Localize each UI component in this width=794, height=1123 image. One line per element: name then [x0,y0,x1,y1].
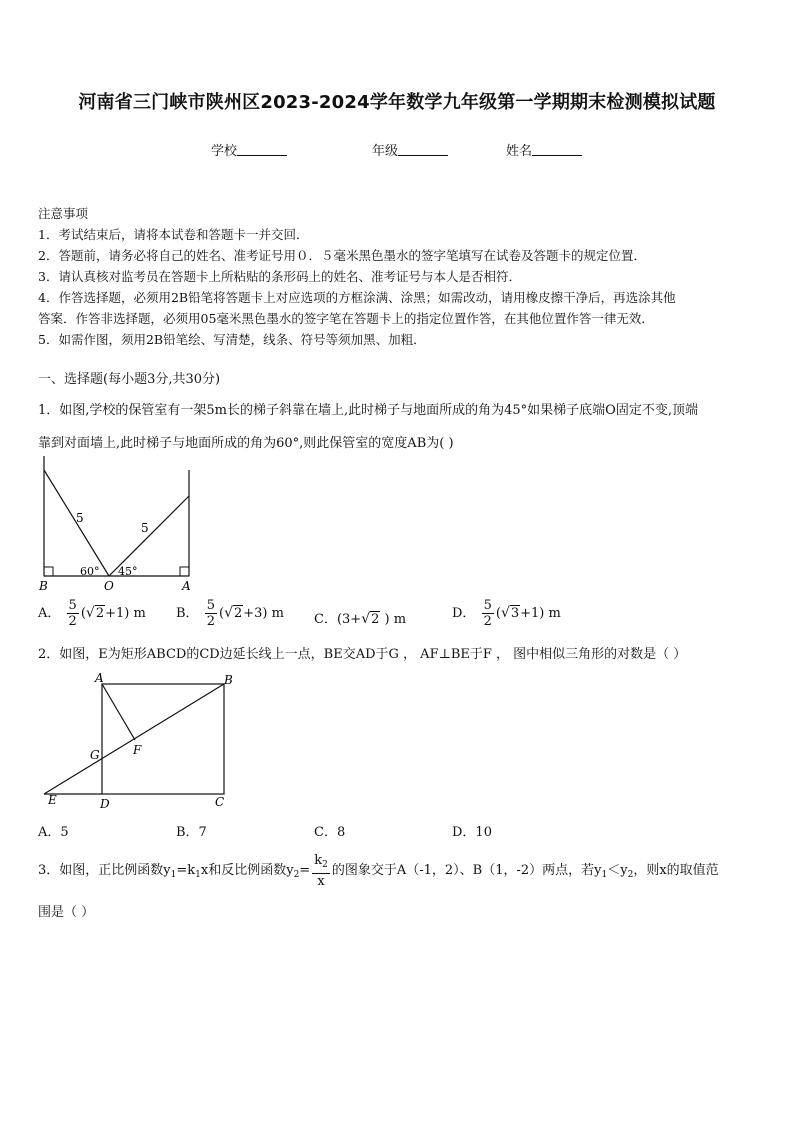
option-b[interactable]: B．7 [176,825,207,840]
option-d[interactable] [452,598,561,629]
option-d-post: +1) m [520,606,561,621]
angle-60-label: 60° [80,565,100,578]
page-title: 河南省三门峡市陕州区2023-2024学年数学九年级第一学期期末检测模拟试题 [78,92,716,113]
q3-text: x和反比例函数y [200,863,294,878]
angle-45-label: 45° [118,565,138,578]
notes-heading: 注意事项 [38,206,89,221]
subscript: 2 [627,870,634,880]
q3-text: ，则x的取值范 [633,863,719,878]
option-c[interactable]: C．8 [314,825,346,840]
question-2 [38,643,763,662]
name-field[interactable] [506,140,582,159]
fraction-numerator: 5 [68,598,77,613]
radicand: 2 [233,606,243,621]
note-item: 1．考试结束后，请将本试卷和答题卡一并交回． [38,227,309,242]
left-ladder-length: 5 [76,511,84,525]
option-b-letter: B． [176,606,199,621]
note-item: 3．请认真核对监考员在答题卡上所粘贴的条形码上的姓名、准考证号与本人是否相符． [38,269,521,284]
option-d[interactable]: D．10 [452,825,492,840]
question-1-line2: 靠到对面墙上,此时梯子与地面所成的角为60°,则此保管室的宽度AB为( ) [38,436,454,451]
fraction-denominator: 2 [483,614,492,629]
option-b-pre: ( [218,606,225,621]
q3-text: ＜y [607,863,628,878]
fraction-numerator: 5 [483,598,492,613]
point-b-label: B [39,579,48,593]
fraction-denominator: x [317,873,325,889]
fraction [312,853,330,889]
school-field[interactable] [211,140,287,159]
fraction-denominator: 2 [206,614,215,629]
note-item: 5．如需作图，须用2B铅笔绘、写清楚，线条、符号等须加黑、加粗． [38,332,426,347]
point-o-label: O [104,579,114,593]
question-3 [38,852,763,932]
q3-text: =k [176,863,196,878]
subscript: 1 [601,870,608,880]
right-ladder [109,496,189,576]
question-2-text: 2．如图，E为矩形ABCD的CD边延长线上一点，BE交AD于G ， AF⊥BE于F ， 图中相似三角形的对数是（ ） [38,647,687,662]
fraction-numerator [312,853,330,874]
point-f-label: F [133,743,142,757]
grade-blank [398,143,448,156]
subscript: 2 [322,859,328,870]
note-item: 2．答题前，请务必将自己的姓名、准考证号用０．５毫米黑色墨水的签字笔填写在试卷及答题卡的规定位置． [38,248,646,263]
q3-text: = [299,863,311,878]
name-blank [532,143,582,156]
option-a-letter: A． [38,606,61,621]
subscript: 2 [293,870,300,880]
option-c-pre: (3+ [336,612,362,627]
subscript: 1 [170,870,177,880]
question-1 [38,394,763,460]
point-g-label: G [90,748,100,762]
point-a-label: A [182,579,191,593]
radicand: 2 [371,612,380,627]
option-c-letter: C． [314,612,337,627]
radicand: 3 [510,606,520,621]
option-a-pre: ( [80,606,86,621]
grade-field[interactable] [372,140,448,159]
right-ladder-length: 5 [141,521,149,535]
question-1-figure [36,452,201,594]
radical-sign: √ [224,605,233,621]
notes-block [38,203,758,350]
point-c-label: C [215,795,225,809]
option-a-post: +1) m [105,606,146,621]
note-item: 答案．作答非选择题，必须用05毫米黑色墨水的签字笔在答题卡上的指定位置作答，在其他位置作答一律无效． [38,311,654,326]
option-d-pre: ( [495,606,501,621]
rectangle-abcd [102,684,224,794]
fraction-k: k [314,852,323,868]
radical-sign: √ [500,605,510,621]
school-blank [237,143,287,156]
option-c-post: ) m [380,612,407,627]
q3-text: 的图象交于A（-1，2）、B（1，-2）两点，若y [331,863,602,878]
question-3-line2: 围是（ ） [38,905,95,920]
radical-sign: √ [85,605,95,621]
option-b-post: +3) m [243,606,284,621]
radical-sign: √ [361,611,371,627]
fraction-numerator: 5 [206,598,215,613]
point-a-label: A [95,671,104,685]
option-c[interactable] [314,608,406,627]
school-label: 学校 [211,144,238,159]
question-1-line1: 1．如图,学校的保管室有一架5m长的梯子斜靠在墙上,此时梯子与地面所成的角为45°如果梯子底端O固定不变,顶端 [38,403,698,418]
name-label: 姓名 [506,144,533,159]
fraction [205,598,217,629]
question-3-line1 [38,852,763,894]
line-af [102,684,135,740]
point-b-label: B [224,673,233,687]
right-angle-mark-right [180,567,189,576]
q3-text: 3．如图，正比例函数y [38,863,171,878]
right-angle-mark-left [44,567,53,576]
note-item: 4．作答选择题，必须用2B铅笔将答题卡上对应选项的方框涂满、涂黑；如需改动，请用橡皮擦干净后，再选涂其他 [38,290,676,305]
radicand: 2 [95,606,105,621]
option-a[interactable]: A．5 [38,825,69,840]
question-2-figure [40,670,240,812]
fraction [67,598,79,629]
point-e-label: E [48,793,57,807]
section-heading: 一、选择题(每小题3分,共30分) [38,372,221,387]
option-a[interactable] [38,598,146,629]
fraction [482,598,494,629]
grade-label: 年级 [372,144,399,159]
point-d-label: D [100,797,110,811]
fraction-denominator: 2 [68,614,77,629]
subscript: 1 [195,870,201,880]
option-b[interactable] [176,598,284,629]
option-d-letter: D． [452,606,476,621]
